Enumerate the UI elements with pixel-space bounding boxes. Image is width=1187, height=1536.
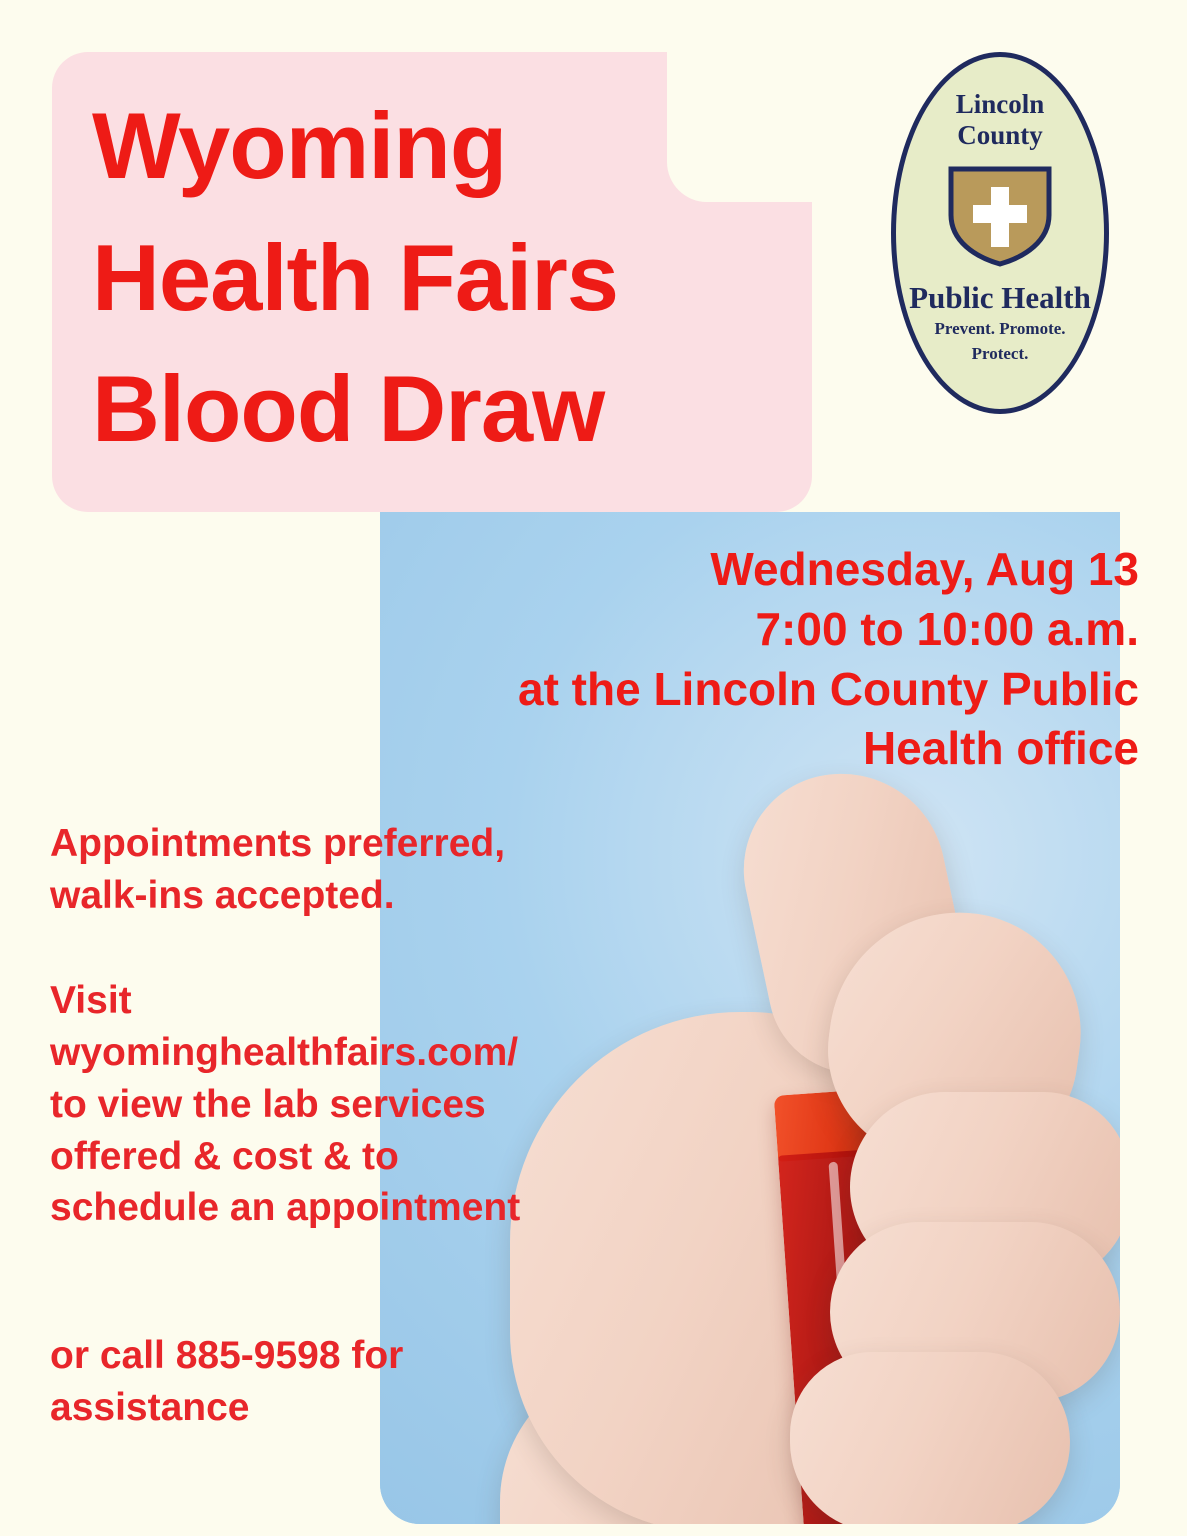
event-details <box>319 540 1139 779</box>
logo-bottom-text <box>909 281 1091 365</box>
visit-line-3: to view the lab services <box>50 1082 486 1126</box>
event-location-line-1: at the Lincoln County Public <box>518 662 1139 715</box>
logo-line-lincoln: Lincoln <box>955 89 1045 119</box>
shield-cross-icon <box>947 163 1053 267</box>
logo-tagline-line-1: Prevent. Promote. <box>934 319 1066 339</box>
phone-note <box>50 1330 690 1434</box>
event-date: Wednesday, Aug 13 <box>710 543 1139 595</box>
logo-tagline-line-2: Protect. <box>971 344 1029 364</box>
lincoln-county-public-health-logo <box>891 52 1109 414</box>
appointments-note <box>50 818 690 922</box>
page-title-line-2: Health Fairs <box>92 224 619 330</box>
appointments-line-2: walk-ins accepted. <box>50 873 395 917</box>
logo-line-county: County <box>957 120 1043 151</box>
appointments-line-1: Appointments preferred, <box>50 822 506 865</box>
glove-finger-4 <box>790 1352 1070 1524</box>
page-title-line-3: Blood Draw <box>92 356 605 462</box>
visit-line-4: offered & cost & to <box>50 1134 399 1178</box>
website-url[interactable]: wyominghealthfairs.com/ <box>50 1030 519 1074</box>
page-title <box>92 80 792 475</box>
logo-top-text <box>956 89 1045 151</box>
event-location-line-2: Health office <box>862 722 1139 775</box>
visit-website-note <box>50 975 690 1234</box>
logo-public-health-label: Public Health <box>909 280 1091 316</box>
event-time: 7:00 to 10:00 a.m. <box>755 602 1139 655</box>
visit-line-1: Visit <box>50 979 132 1022</box>
phone-line-1: or call 885-9598 for <box>50 1334 404 1377</box>
page-title-line-1: Wyoming <box>92 93 507 198</box>
phone-line-2: assistance <box>50 1385 250 1429</box>
visit-line-5: schedule an appointment <box>50 1186 521 1230</box>
